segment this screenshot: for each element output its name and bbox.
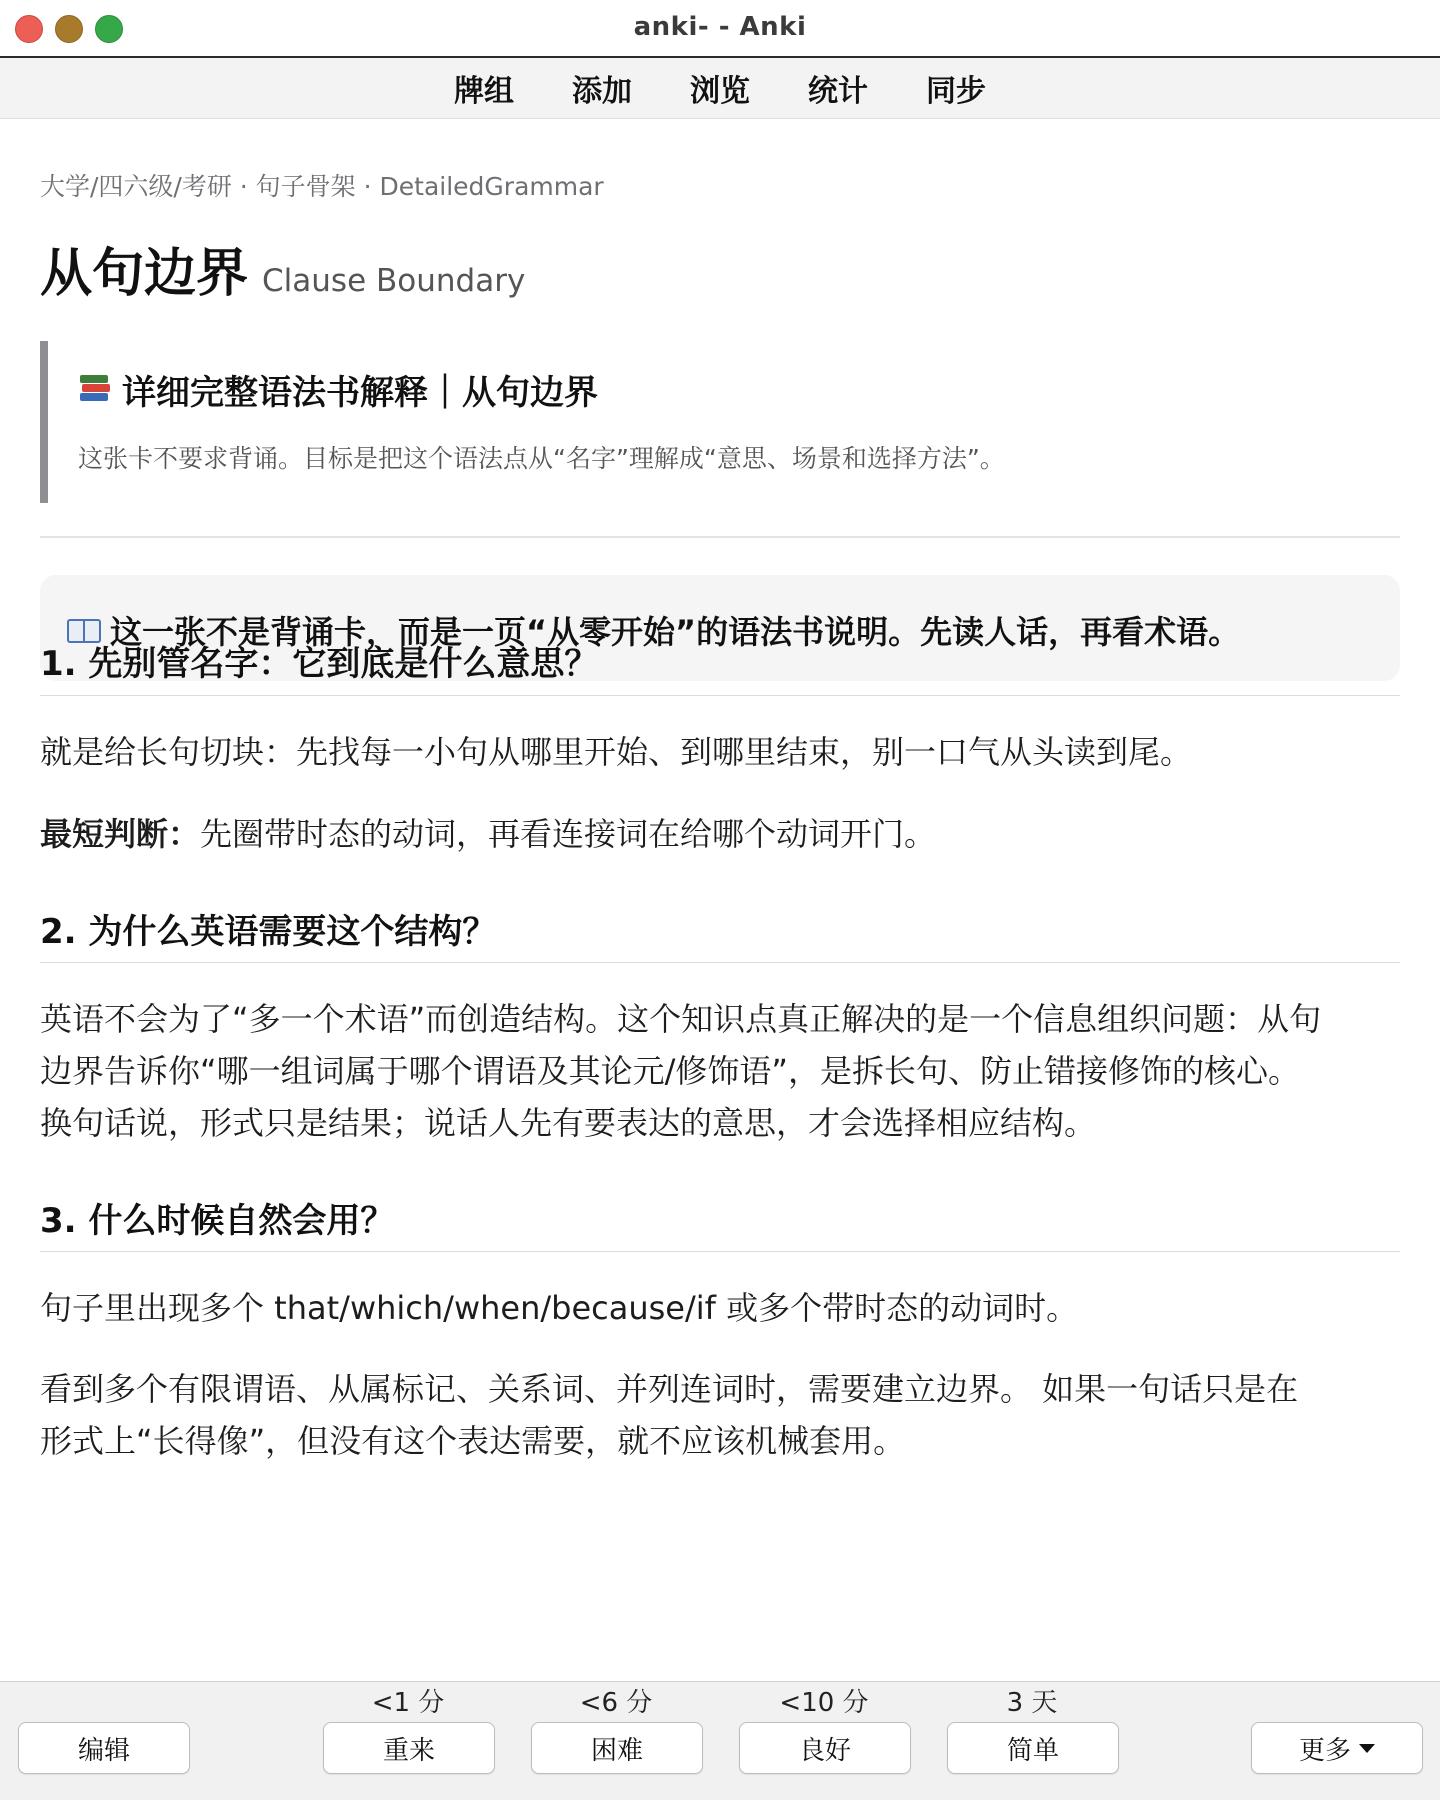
divider xyxy=(40,536,1400,538)
note-text: 这张卡不要求背诵。目标是把这个语法点从“名字”理解成“意思、场景和选择方法”。 xyxy=(78,444,1005,473)
chevron-down-icon xyxy=(1359,1744,1375,1753)
section-1-rule xyxy=(40,695,1400,696)
note-heading xyxy=(78,365,598,414)
title-bar xyxy=(0,0,1440,58)
card-title-row xyxy=(40,231,525,306)
short-judgement-text: 先圈带时态的动词，再看连接词在给哪个动词开门。 xyxy=(200,815,937,853)
again-button[interactable]: 重来 xyxy=(323,1722,495,1774)
section-1-short-judgement xyxy=(40,804,1400,864)
hard-button[interactable]: 困难 xyxy=(531,1722,703,1774)
section-2-heading: 2. 为什么英语需要这个结构？ xyxy=(40,912,497,952)
good-interval: <10 分 xyxy=(779,1688,869,1718)
section-2-paragraph-line-1: 英语不会为了“多一个术语”而创造结构。这个知识点真正解决的是一个信息组织问题：从句 xyxy=(40,1000,1322,1038)
hard-interval: <6 分 xyxy=(579,1688,653,1718)
good-button[interactable]: 良好 xyxy=(739,1722,911,1774)
more-button[interactable] xyxy=(1251,1722,1423,1774)
breadcrumb: 大学/四六级/考研 · 句子骨架 · DetailedGrammar xyxy=(40,172,604,201)
toolbar-decks[interactable]: 牌组 xyxy=(454,74,514,109)
easy-button[interactable]: 简单 xyxy=(947,1722,1119,1774)
toolbar-stats[interactable]: 统计 xyxy=(808,74,868,109)
section-1-heading: 1. 先别管名字：它到底是什么意思？ xyxy=(40,644,599,684)
explanation-note xyxy=(40,341,1400,503)
section-1-paragraph: 就是给长句切块：先找每一小句从哪里开始、到哪里结束，别一口气从头读到尾。 xyxy=(40,733,1193,771)
main-toolbar xyxy=(0,58,1440,119)
books-icon xyxy=(78,373,112,407)
short-judgement-label: 最短判断： xyxy=(40,815,201,853)
section-2-paragraph-line-2: 边界告诉你“哪一组词属于哪个谓语及其论元/修饰语”，是拆长句、防止错接修饰的核心。 xyxy=(40,1052,1300,1090)
section-3-paragraph-1: 句子里出现多个 that/which/when/because/if 或多个带时态的动词时。 xyxy=(40,1289,1079,1327)
section-2-paragraph-line-3: 换句话说，形式只是结果；说话人先有要表达的意思，才会选择相应结构。 xyxy=(40,1104,1097,1142)
more-button-label: 更多 xyxy=(1298,1735,1351,1766)
edit-button[interactable]: 编辑 xyxy=(18,1722,190,1774)
easy-interval: 3 天 xyxy=(1006,1688,1058,1718)
answer-bar xyxy=(0,1681,1440,1800)
section-3-rule xyxy=(40,1251,1400,1252)
card-title-english: Clause Boundary xyxy=(262,263,526,299)
window-title: anki- - Anki xyxy=(633,12,807,42)
section-3-paragraph-2-line-2: 形式上“长得像”，但没有这个表达需要，就不应该机械套用。 xyxy=(40,1422,906,1460)
section-3-heading: 3. 什么时候自然会用？ xyxy=(40,1201,395,1241)
toolbar-sync[interactable]: 同步 xyxy=(926,74,986,109)
again-interval: <1 分 xyxy=(371,1688,445,1718)
toolbar-browse[interactable]: 浏览 xyxy=(690,74,750,109)
callout-text: 这一张不是背诵卡，而是一页“从零开始”的语法书说明。先读人话，再看术语。 xyxy=(110,613,1241,651)
section-3-paragraph-2-line-1: 看到多个有限谓语、从属标记、关系词、并列连词时，需要建立边界。 如果一句话只是在 xyxy=(40,1370,1299,1408)
note-heading-text: 详细完整语法书解释｜从句边界 xyxy=(122,373,598,413)
section-2-rule xyxy=(40,962,1400,963)
card-content[interactable] xyxy=(40,119,1400,1681)
card-title: 从句边界 xyxy=(40,244,249,304)
toolbar-add[interactable]: 添加 xyxy=(572,74,632,109)
